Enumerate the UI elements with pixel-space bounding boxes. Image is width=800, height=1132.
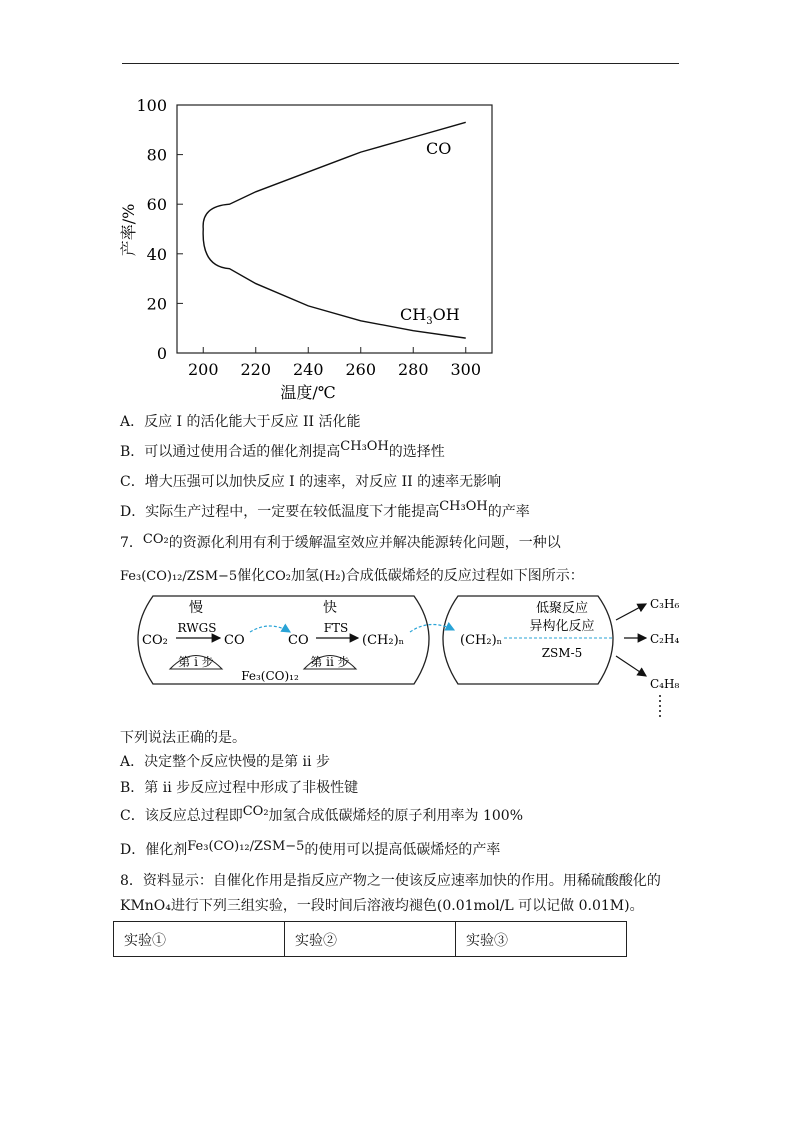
transfer-arrow-1 [250,626,290,632]
q7-option-c [120,806,523,827]
q7-option-d-pre: D．催化剂 [120,842,188,858]
ch2n-reactant-2: (CH₂)ₙ [460,633,503,648]
q6-option-d [120,499,530,523]
step2-label: 第 ii 步 [310,655,350,669]
q6-option-c: C．增大压强可以加快反应 I 的速率，对反应 II 的速率无影响 [120,474,502,490]
q7-number: 7． [120,535,143,551]
zsm5-label: ZSM-5 [541,646,583,660]
co2-reactant: CO₂ [142,633,168,648]
x-tick-label: 300 [450,360,482,379]
product-c2h4: C₂H₄ [650,632,680,646]
x-tick-label: 220 [240,360,272,379]
table-header-cell: 实验② [285,922,456,956]
series-label-co: CO [426,139,452,158]
co-intermediate-1: CO [224,633,245,648]
catalyst-label: Fe₃(CO)₁₂ [241,669,299,683]
q6-option-d-post: 的产率 [487,504,530,520]
y-tick-label: 80 [146,145,167,165]
q6-option-b-post: 的选择性 [388,444,445,460]
q7-stem-a: 催化 [237,568,266,584]
table-header-cell: 实验③ [466,933,508,949]
y-tick-label: 20 [146,294,167,314]
y-tick-label: 40 [146,244,167,264]
y-axis-label: 产率/% [119,203,138,257]
q6-option-d-pre: D．实际生产过程中，一定要在较低温度下才能提高 [120,504,440,520]
q6-option-b [120,439,445,463]
x-tick-label: 280 [397,360,429,379]
yield-chart [110,95,500,405]
header-rule [122,63,679,64]
oligomerization-label: 低聚反应 [535,601,589,616]
q7-option-c-pre: C．该反应总过程即 [120,808,243,824]
product-c4h8: C₄H₈ [650,677,680,691]
x-tick-label: 260 [345,360,377,379]
y-tick-label: 60 [146,195,167,215]
y-tick-label: 0 [156,344,167,363]
q7-stem-text1: 的资源化利用有利于缓解温室效应并解决能源转化问题，一种以 [168,535,561,551]
series-label-ch3oh: $CH_3OH$ [400,305,460,327]
table-header-cell: 实验① [114,922,285,956]
q7-option-c-post: 加氢合成低碳烯烃的原子利用率为 100% [268,808,524,824]
ch2n-product-1: (CH₂)ₙ [362,633,405,648]
transfer-arrow-2 [410,624,454,632]
reaction-diagram [118,590,688,722]
q8-line2: KMnO₄进行下列三组实验，一段时间后溶液均褪色(0.01mol/L 可以记做 0.01M)。 [120,898,644,914]
isomerization-label: 异构化反应 [529,619,595,634]
product-arrow-c4h8 [616,656,646,676]
q7-option-b: B．第 ii 步反应过程中形成了非极性键 [120,780,359,796]
q7-stem-line1 [120,533,561,554]
q7-option-a: A．决定整个反应快慢的是第 ii 步 [120,754,330,770]
q7-stem-catalyst: Fe₃(CO)₁₂/ZSM−5 [120,569,238,584]
q7-stem-co2b: CO₂ [265,569,292,584]
fast-label: 快 [323,600,337,616]
q6-option-b-pre: B．可以通过使用合适的催化剂提高 [120,444,341,460]
y-tick-label: 100 [136,96,167,115]
x-tick-label: 240 [292,360,324,379]
q7-stem-c: 合成低碳烯烃的反应过程如下图所示： [345,568,584,584]
q7-option-d [120,840,500,861]
rwgs-label: RWGS [177,621,217,635]
co-intermediate-2: CO [288,633,309,648]
q8-line1: 8．资料显示：自催化作用是指反应产物之一使该反应速率加快的作用。用稀硫酸酸化的 [120,873,661,889]
q7-option-c-chem: CO₂ [242,804,269,819]
slow-label: 慢 [189,600,203,616]
q7-question: 下列说法正确的是。 [120,730,246,746]
step1-label: 第 i 步 [178,655,214,669]
q7-stem-b: 加氢 [291,568,320,584]
q7-stem-co2: CO₂ [142,532,169,547]
fts-label: FTS [323,621,349,635]
product-arrow-c3h6 [616,604,646,620]
q7-stem-line2 [120,566,584,587]
ellipsis-dots [659,695,661,717]
x-tick-label: 200 [187,360,219,379]
x-axis-label: 温度/℃ [280,383,336,402]
q7-stem-h2: (H₂) [319,569,346,584]
product-c3h6: C₃H₆ [650,597,680,611]
q7-option-d-chem: Fe₃(CO)₁₂/ZSM−5 [187,839,305,854]
experiment-table [113,921,627,957]
q6-option-d-chem: CH₃OH [439,499,488,514]
q6-option-a: A．反应 I 的活化能大于反应 II 活化能 [120,414,361,430]
q6-option-b-chem: CH₃OH [340,439,389,454]
q7-option-d-post: 的使用可以提高低碳烯烃的产率 [304,842,501,858]
